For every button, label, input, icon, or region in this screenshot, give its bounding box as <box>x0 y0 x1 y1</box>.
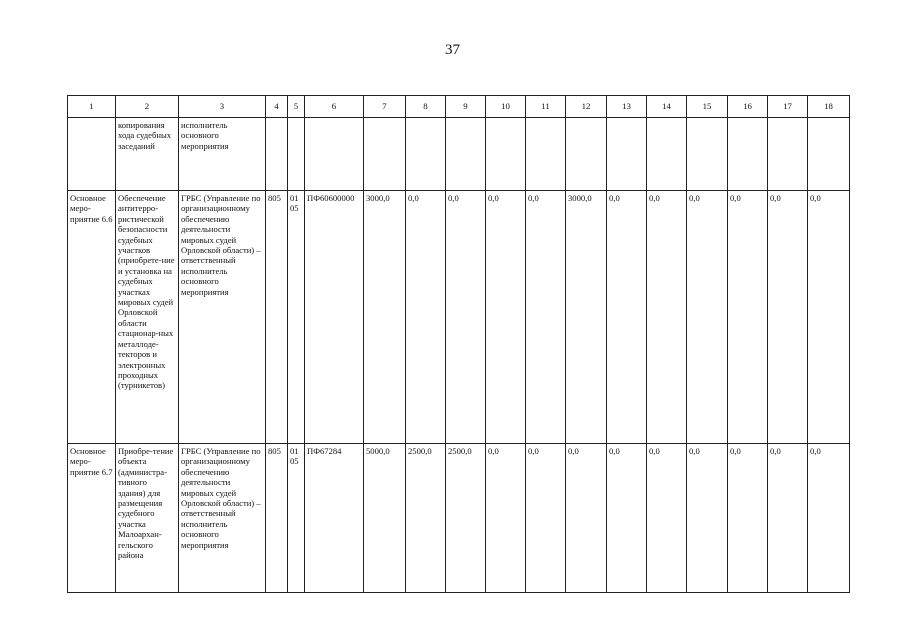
table-cell <box>647 118 687 191</box>
table-cell: 0,0 <box>728 191 768 444</box>
table-row <box>68 118 850 191</box>
table-cell: исполнитель основного мероприятия <box>179 118 266 191</box>
table-cell: 0,0 <box>486 444 526 593</box>
table-cell: копирования хода судебных заседаний <box>116 118 179 191</box>
table-row <box>68 191 850 444</box>
header-cell: 16 <box>728 96 768 118</box>
header-cell: 6 <box>305 96 364 118</box>
table-cell <box>364 118 406 191</box>
header-cell: 2 <box>116 96 179 118</box>
table-cell: 3000,0 <box>566 191 607 444</box>
table-cell: 2500,0 <box>406 444 446 593</box>
table-cell <box>687 118 728 191</box>
table-cell: 2500,0 <box>446 444 486 593</box>
table-row <box>68 444 850 593</box>
table-cell: ГРБС (Управление по организационному обеспечению деятельности мировых судей Орловской области) – ответственный исполнитель основного мероприятия <box>179 444 266 593</box>
table-cell: 0,0 <box>526 444 566 593</box>
table-cell: Обеспечение антитерро-ристической безопасности судебных участков (приобрете-ние и установка на судебных участках мировых судей Орловской области стационар-ных металлоде-текторов и электронных проходных (турникетов) <box>116 191 179 444</box>
table-cell <box>68 118 116 191</box>
table-cell: 0,0 <box>647 444 687 593</box>
table-cell: ГРБС (Управление по организационному обеспечению деятельности мировых судей Орловской области) – ответственный исполнитель основного мероприятия <box>179 191 266 444</box>
table-cell <box>446 118 486 191</box>
table-cell: 0,0 <box>808 444 850 593</box>
table-cell: 0,0 <box>486 191 526 444</box>
header-cell: 11 <box>526 96 566 118</box>
header-cell: 1 <box>68 96 116 118</box>
table-cell: Приобре-тение объекта (администра-тивного здания) для размещения судебного участка Малоархан-гельского района <box>116 444 179 593</box>
table-cell: 0,0 <box>446 191 486 444</box>
table-cell: ПФ60600000 <box>305 191 364 444</box>
table-cell <box>808 118 850 191</box>
table-cell: 0,0 <box>808 191 850 444</box>
header-cell: 8 <box>406 96 446 118</box>
table-cell <box>768 118 808 191</box>
table-cell <box>728 118 768 191</box>
table-cell <box>305 118 364 191</box>
header-cell: 18 <box>808 96 850 118</box>
table-cell: 0,0 <box>687 191 728 444</box>
table-cell: 805 <box>266 191 288 444</box>
table-cell: Основное меро-приятие 6.7 <box>68 444 116 593</box>
table-cell <box>566 118 607 191</box>
table-cell <box>266 118 288 191</box>
header-cell: 7 <box>364 96 406 118</box>
table-cell: 01 05 <box>288 191 305 444</box>
table-cell: ПФ67284 <box>305 444 364 593</box>
table-cell: 5000,0 <box>364 444 406 593</box>
header-cell: 10 <box>486 96 526 118</box>
header-cell: 5 <box>288 96 305 118</box>
header-cell: 4 <box>266 96 288 118</box>
table-cell: 01 05 <box>288 444 305 593</box>
table-cell <box>526 118 566 191</box>
table-cell: 0,0 <box>566 444 607 593</box>
table-cell: 0,0 <box>526 191 566 444</box>
table-cell: 3000,0 <box>364 191 406 444</box>
table-cell: Основное меро-приятие 6.6 <box>68 191 116 444</box>
header-cell: 15 <box>687 96 728 118</box>
table-cell: 805 <box>266 444 288 593</box>
page-number: 37 <box>445 42 460 58</box>
header-cell: 14 <box>647 96 687 118</box>
header-cell: 13 <box>607 96 647 118</box>
table-cell <box>486 118 526 191</box>
table-cell: 0,0 <box>647 191 687 444</box>
header-cell: 12 <box>566 96 607 118</box>
header-row <box>68 96 850 118</box>
header-cell: 17 <box>768 96 808 118</box>
table-cell <box>406 118 446 191</box>
table-cell: 0,0 <box>687 444 728 593</box>
table-cell: 0,0 <box>607 191 647 444</box>
table-cell: 0,0 <box>768 444 808 593</box>
table-cell <box>607 118 647 191</box>
budget-table <box>67 95 850 593</box>
table-cell: 0,0 <box>607 444 647 593</box>
table-cell <box>288 118 305 191</box>
table-cell: 0,0 <box>728 444 768 593</box>
table-cell: 0,0 <box>768 191 808 444</box>
table-cell: 0,0 <box>406 191 446 444</box>
header-cell: 3 <box>179 96 266 118</box>
header-cell: 9 <box>446 96 486 118</box>
